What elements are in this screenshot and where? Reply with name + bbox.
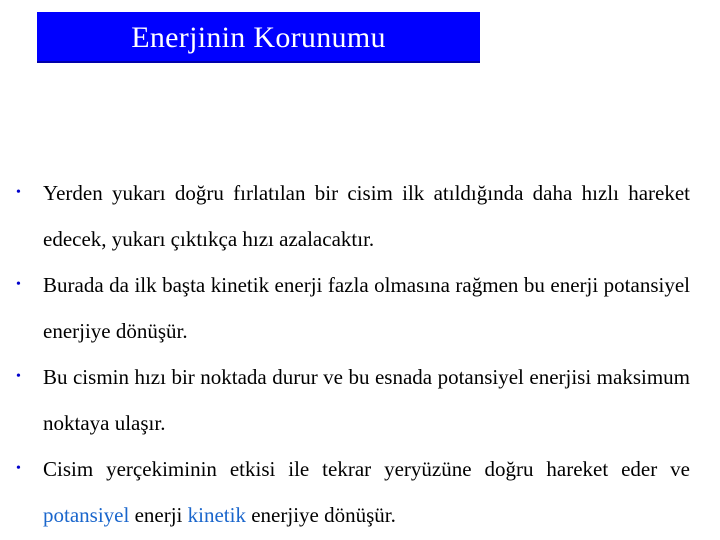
bullet-marker: •: [16, 185, 21, 200]
bullet-text: Bu cismin hızı bir noktada durur ve bu esnada potansiyel enerjisi maksimum noktaya ulaşır.: [43, 365, 690, 435]
bullet-item: [16, 446, 690, 538]
bullet-item: [16, 354, 690, 446]
bullet-text-part: Cisim yerçekiminin etkisi ile tekrar yeryüzüne doğru hareket eder ve: [43, 457, 690, 481]
bullet-marker: •: [16, 461, 21, 476]
bullet-list: [16, 170, 690, 538]
bullet-text-part: enerji: [129, 503, 188, 527]
bullet-item: [16, 262, 690, 354]
bullet-text: Yerden yukarı doğru fırlatılan bir cisim ilk atıldığında daha hızlı hareket edecek, yukarı çıktıkça hızı azalacaktır.: [43, 181, 690, 251]
bullet-text-part: enerjiye dönüşür.: [245, 503, 396, 527]
bullet-marker: •: [16, 277, 21, 292]
slide-title: Enerjinin Korunumu: [131, 20, 386, 54]
bullet-text: Burada da ilk başta kinetik enerji fazla olmasına rağmen bu enerji potansiyel enerjiye dönüşür.: [43, 273, 690, 343]
bullet-item: [16, 170, 690, 262]
slide-title-banner: [37, 12, 480, 63]
bullet-text: [43, 457, 690, 527]
highlighted-term-potansiyel: potansiyel: [43, 503, 130, 527]
bullet-marker: •: [16, 369, 21, 384]
highlighted-term-kinetik: kinetik: [187, 503, 246, 527]
